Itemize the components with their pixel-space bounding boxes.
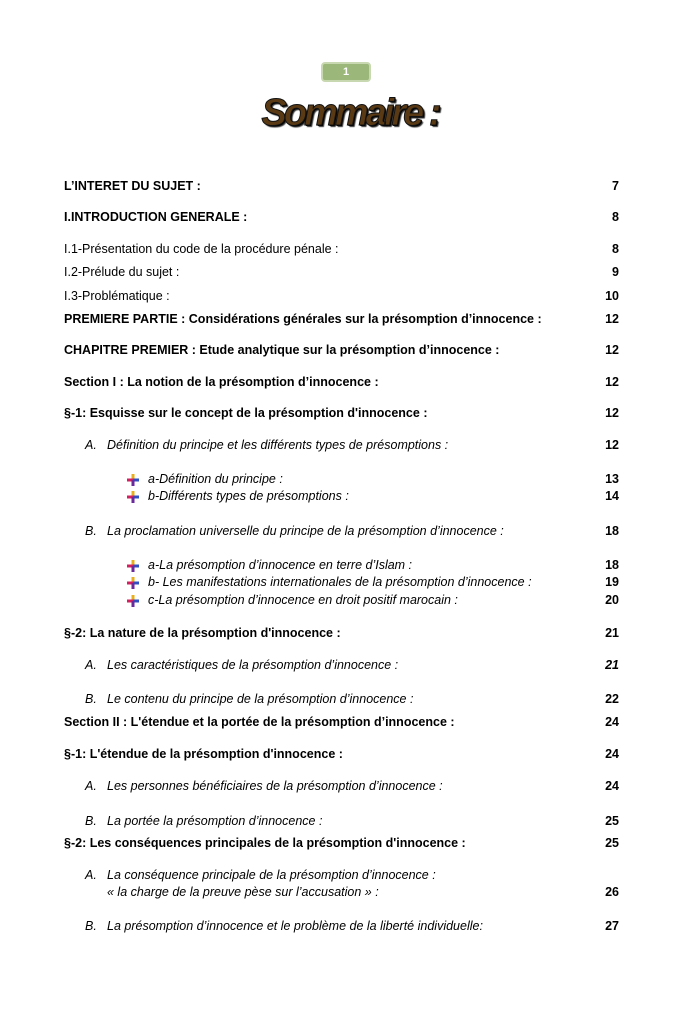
entry-title: I.INTRODUCTION GENERALE :: [64, 210, 248, 224]
entry-page-number: 21: [605, 658, 619, 672]
entry-page-number: 25: [605, 836, 619, 850]
toc-entry[interactable]: [0, 573, 700, 591]
entry-title: Les personnes bénéficiaires de la présomption d’innocence :: [107, 779, 443, 793]
entry-title: Section II : L'étendue et la portée de la présomption d’innocence :: [64, 715, 455, 729]
entry-title: §-1: L'étendue de la présomption d'innocence :: [64, 747, 343, 761]
entry-page-number: 9: [612, 265, 619, 279]
entry-label: A.: [85, 438, 97, 452]
toc-entry[interactable]: [0, 834, 700, 852]
toc-entry[interactable]: [0, 556, 700, 574]
toc-entry[interactable]: [0, 591, 700, 609]
four-arrow-bullet-icon: [127, 576, 139, 588]
entry-title: Les caractéristiques de la présomption d’innocence :: [107, 658, 399, 672]
entry-title: a-Définition du principe :: [148, 472, 283, 486]
entry-page-number: 24: [605, 715, 619, 729]
entry-page-number: 12: [605, 312, 619, 326]
entry-title: La présomption d’innocence et le problème de la liberté individuelle:: [107, 919, 483, 933]
entry-label: B.: [85, 524, 97, 538]
entry-page-number: 25: [605, 814, 619, 828]
entry-title: CHAPITRE PREMIER : Etude analytique sur la présomption d’innocence :: [64, 343, 500, 357]
toc-entry[interactable]: [0, 436, 700, 454]
toc-entry[interactable]: [0, 341, 700, 359]
toc-entry[interactable]: [0, 470, 700, 488]
entry-page-number: 7: [612, 179, 619, 193]
toc-entry[interactable]: [0, 777, 700, 795]
toc-entry[interactable]: [0, 373, 700, 391]
toc-entry[interactable]: [0, 310, 700, 328]
entry-page-number: 22: [605, 692, 619, 706]
entry-page-number: 21: [605, 626, 619, 640]
entry-title: La proclamation universelle du principe de la présomption d’innocence :: [107, 524, 504, 538]
toc-entry[interactable]: [0, 624, 700, 642]
toc-entry[interactable]: [0, 208, 700, 226]
entry-label: B.: [85, 814, 97, 828]
entry-page-number: 12: [605, 406, 619, 420]
entry-title: Le contenu du principe de la présomption d’innocence :: [107, 692, 414, 706]
entry-label: B.: [85, 919, 97, 933]
toc-entry[interactable]: [0, 240, 700, 258]
entry-title: b- Les manifestations internationales de la présomption d’innocence :: [148, 575, 532, 589]
entry-title: b-Différents types de présomptions :: [148, 489, 349, 503]
entry-title: Définition du principe et les différents types de présomptions :: [107, 438, 449, 452]
entry-title: c-La présomption d’innocence en droit positif marocain :: [148, 593, 458, 607]
entry-title: La conséquence principale de la présomption d’innocence :: [107, 868, 436, 882]
entry-label: B.: [85, 692, 97, 706]
entry-page-number: 27: [605, 919, 619, 933]
entry-page-number: 12: [605, 438, 619, 452]
toc-entry[interactable]: [0, 690, 700, 708]
entry-page-number: 8: [612, 242, 619, 256]
entry-page-number: 10: [605, 289, 619, 303]
entry-title: I.3-Problématique :: [64, 289, 170, 303]
entry-title: §-2: La nature de la présomption d'innocence :: [64, 626, 341, 640]
toc-entry[interactable]: [0, 812, 700, 830]
four-arrow-bullet-icon: [127, 594, 139, 606]
entry-label: A.: [85, 658, 97, 672]
toc-entry[interactable]: [0, 522, 700, 540]
entry-page-number: 24: [605, 747, 619, 761]
entry-title: L’INTERET DU SUJET :: [64, 179, 201, 193]
entry-page-number: 12: [605, 375, 619, 389]
entry-title: §-1: Esquisse sur le concept de la présomption d'innocence :: [64, 406, 428, 420]
entry-page-number: 24: [605, 779, 619, 793]
toc-entry[interactable]: [0, 713, 700, 731]
entry-page-number: 19: [605, 575, 619, 589]
entry-page-number: 18: [605, 524, 619, 538]
entry-title: a-La présomption d’innocence en terre d’Islam :: [148, 558, 413, 572]
toc-entry[interactable]: [0, 177, 700, 195]
entry-title: Section I : La notion de la présomption d’innocence :: [64, 375, 379, 389]
entry-page-number: 20: [605, 593, 619, 607]
entry-title: I.1-Présentation du code de la procédure pénale :: [64, 242, 339, 256]
toc-entry[interactable]: [0, 917, 700, 935]
entry-label: A.: [85, 779, 97, 793]
toc-entry[interactable]: [0, 287, 700, 305]
entry-label: A.: [85, 868, 97, 882]
toc-entry[interactable]: [0, 487, 700, 505]
toc-entry[interactable]: [0, 866, 700, 899]
toc-entry[interactable]: [0, 263, 700, 281]
entry-page-number: 18: [605, 558, 619, 572]
entry-title: PREMIERE PARTIE : Considérations générales sur la présomption d’innocence :: [64, 312, 542, 326]
entry-page-number: 12: [605, 343, 619, 357]
toc-entry[interactable]: [0, 404, 700, 422]
entry-title-line2: « la charge de la preuve pèse sur l’accusation » :: [107, 885, 379, 899]
entry-page-number: 8: [612, 210, 619, 224]
four-arrow-bullet-icon: [127, 490, 139, 502]
entry-title: §-2: Les conséquences principales de la présomption d'innocence :: [64, 836, 466, 850]
page-number-badge: 1: [321, 62, 371, 82]
entry-page-number: 26: [605, 885, 619, 899]
entry-page-number: 13: [605, 472, 619, 486]
four-arrow-bullet-icon: [127, 559, 139, 571]
entry-title: La portée la présomption d’innocence :: [107, 814, 323, 828]
entry-title: I.2-Prélude du sujet :: [64, 265, 180, 279]
toc-entry[interactable]: [0, 745, 700, 763]
toc-entry[interactable]: [0, 656, 700, 674]
four-arrow-bullet-icon: [127, 473, 139, 485]
page-title: Sommaire :: [261, 92, 439, 134]
entry-page-number: 14: [605, 489, 619, 503]
